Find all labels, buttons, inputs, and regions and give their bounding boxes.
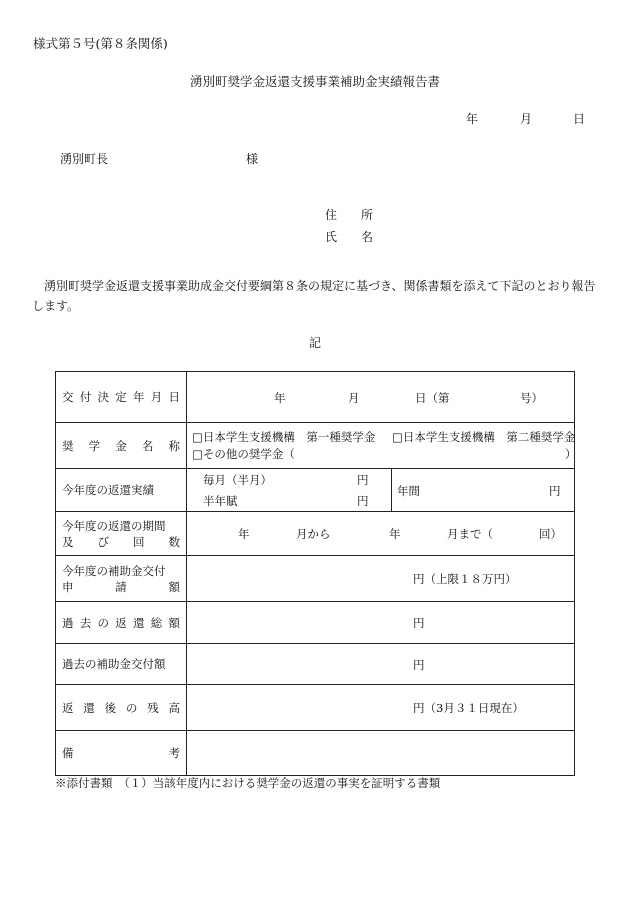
table-row — [56, 512, 575, 556]
decision-day: 日（第 — [415, 391, 450, 405]
decision-year: 年 — [274, 391, 286, 405]
document-title: 湧別町奨学金返還支援事業補助金実績報告書 — [189, 74, 440, 89]
label-decision-date — [62, 389, 180, 405]
option-other-close: ） — [565, 447, 577, 461]
table-row — [56, 372, 575, 423]
decision-month: 月 — [348, 391, 360, 405]
option-type2-checkbox[interactable]: □日本学生支援機構 第二種奨学金 — [392, 430, 576, 444]
label-remaining-balance — [62, 700, 180, 716]
label-char: 考 — [168, 746, 180, 760]
annual-label: 年間 — [397, 484, 420, 498]
label-scholarship-name — [62, 438, 180, 454]
label-char: 決 — [97, 390, 109, 404]
option-type1-checkbox[interactable]: □日本学生支援機構 第一種奨学金 — [192, 430, 376, 444]
label-char: 還 — [83, 700, 95, 715]
label-char: 総 — [150, 615, 163, 630]
label-char: 金 — [115, 438, 127, 453]
label-char: 申 — [62, 579, 74, 594]
label-char: 定 — [115, 390, 127, 404]
remarks-field[interactable] — [187, 731, 575, 776]
remaining-balance-value: 円（3月３１日現在） — [413, 701, 524, 715]
label-char: の — [97, 615, 109, 630]
label-char: 及 — [62, 534, 74, 549]
period-start-year: 年 — [238, 527, 250, 541]
label-repayment-count — [62, 534, 180, 550]
label-remarks — [62, 745, 180, 761]
label-char: の — [125, 700, 138, 715]
label-repayment-period: 今年度の返還の期間 — [62, 518, 166, 533]
label-char: 過 — [62, 615, 74, 630]
past-subsidy-value: 円 — [413, 658, 425, 672]
attachment-note: ※添付書類 （１）当該年度内における奨学金の返還の事実を証明する書類 — [55, 776, 441, 790]
label-char: 回 — [133, 534, 145, 549]
body-text: 湧別町奨学金返還支援事業助成金交付要綱第８条の規定に基づき、関係書類を添えて下記のとおり報告します。 — [32, 279, 596, 313]
form-number: 様式第５号(第８条関係) — [33, 36, 168, 51]
table-row — [56, 423, 575, 469]
label-char: 交 — [62, 390, 74, 404]
label-char: 額 — [168, 615, 180, 630]
ki-heading: 記 — [308, 336, 321, 350]
label-char: び — [97, 534, 109, 549]
label-char: 称 — [168, 438, 180, 453]
monthly-yen: 円 — [357, 473, 369, 487]
annual-yen: 円 — [549, 484, 561, 498]
label-subsidy-request: 今年度の補助金交付 — [62, 563, 166, 578]
report-table — [55, 371, 575, 776]
period-start-month: 月から — [296, 527, 331, 541]
table-row — [56, 685, 575, 731]
label-char: 返 — [115, 615, 127, 630]
label-char: 年 — [133, 390, 145, 404]
label-char: 残 — [147, 700, 159, 715]
table-row — [56, 469, 575, 512]
address-label: 住 所 — [325, 208, 374, 222]
label-char: 学 — [88, 438, 101, 453]
semiannual-label: 半年賦 — [203, 494, 238, 508]
table-row — [56, 556, 575, 602]
label-char: 還 — [133, 615, 145, 630]
label-subsidy-amount — [62, 579, 180, 595]
date-day: 日 — [573, 112, 586, 126]
label-char: 請 — [115, 579, 127, 594]
name-label: 氏 名 — [325, 230, 374, 244]
table-row — [56, 644, 575, 685]
label-char: 高 — [168, 700, 180, 715]
date-month: 月 — [520, 112, 533, 126]
past-repayment-value: 円 — [413, 616, 425, 630]
label-char: 額 — [168, 579, 180, 594]
table-row — [56, 602, 575, 644]
label-char: 数 — [168, 534, 180, 549]
label-char: 返 — [62, 700, 74, 715]
table-row — [56, 731, 575, 776]
label-char: 奨 — [62, 438, 74, 453]
decision-number: 号） — [520, 391, 543, 405]
label-char: 後 — [104, 700, 117, 715]
label-past-subsidy: 過去の補助金交付額 — [62, 657, 166, 671]
period-end-month: 月まで（ — [447, 527, 493, 541]
addressee-honorific: 様 — [246, 152, 259, 166]
semiannual-yen: 円 — [357, 494, 369, 508]
repayment-count: 回） — [539, 527, 562, 541]
option-other-checkbox[interactable]: □その他の奨学金（ — [192, 447, 295, 461]
addressee-name: 湧別町長 — [60, 152, 109, 166]
label-char: 付 — [79, 390, 92, 404]
label-char: 日 — [168, 390, 180, 404]
date-year: 年 — [466, 112, 479, 126]
label-char: 去 — [79, 615, 92, 630]
label-char: 月 — [150, 390, 163, 404]
label-past-repayment-total — [62, 615, 180, 631]
label-char: 備 — [62, 746, 74, 760]
period-end-year: 年 — [389, 527, 401, 541]
label-char: 名 — [141, 438, 154, 453]
monthly-label: 毎月（半月） — [203, 473, 272, 487]
row-divider — [391, 469, 392, 511]
subsidy-request-value: 円（上限１８万円） — [413, 572, 517, 586]
label-repayment-record: 今年度の返還実績 — [62, 483, 154, 497]
